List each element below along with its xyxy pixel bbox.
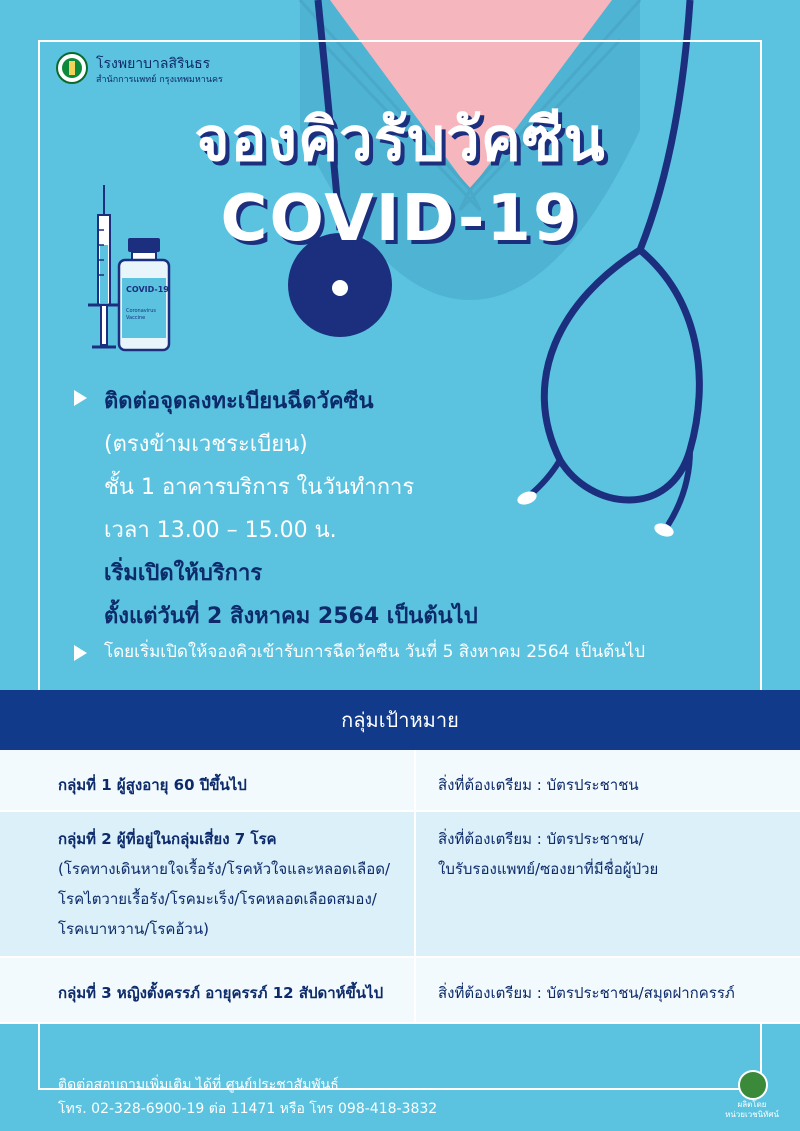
footer-contact: ติดต่อสอบถามเพิ่มเติม ได้ที่ ศูนย์ประชาสัมพันธ์ <box>58 1077 339 1093</box>
group-detail: (โรคทางเดินหายใจเรื้อรัง/โรคหัวใจและหลอดเลือด/ <box>58 860 391 878</box>
group-title: กลุ่มที่ 2 ผู้ที่อยู่ในกลุ่มเสี่ยง 7 โรค <box>58 830 277 848</box>
booking-note: โดยเริ่มเปิดให้จองคิวเข้ารับการฉีดวัคซีน วันที่ 5 สิงหาคม 2564 เป็นต้นไป <box>104 642 646 662</box>
table-row <box>0 958 800 1024</box>
prep-cell <box>438 824 758 884</box>
title-line-2: COVID-19 <box>220 182 580 256</box>
hospital-seal-icon <box>56 52 88 84</box>
registration-info <box>104 380 478 638</box>
vial-label: COVID-19 <box>126 285 169 294</box>
column-divider <box>414 812 416 956</box>
group-cell <box>58 978 398 1008</box>
hospital-name: โรงพยาบาลสิรินธร <box>96 56 211 72</box>
vial-sub1: Coronavirus <box>126 308 156 314</box>
vial-sub2: Vaccine <box>126 315 146 321</box>
bullet-icon <box>74 645 87 661</box>
group-cell <box>58 770 398 800</box>
target-groups-table <box>0 750 800 1024</box>
hospital-subtitle: สำนักการแพทย์ กรุงเทพมหานคร <box>96 75 223 85</box>
table-row <box>0 750 800 812</box>
maker-label: ผลิตโดย <box>737 1100 767 1109</box>
table-row <box>0 812 800 958</box>
column-divider <box>414 750 416 810</box>
column-divider <box>414 958 416 1022</box>
vaccine-vial <box>116 238 172 353</box>
prep-text: ใบรับรองแพทย์/ซองยาที่มีชื่อผู้ป่วย <box>438 860 659 878</box>
prep-cell <box>438 978 758 1008</box>
prep-text: สิ่งที่ต้องเตรียม : บัตรประชาชน/สมุดฝากครรภ์ <box>438 984 735 1002</box>
group-cell <box>58 824 398 944</box>
maker-logo-icon <box>738 1070 768 1100</box>
info-line-1: ติดต่อจุดลงทะเบียนฉีดวัคซีน <box>104 389 374 414</box>
vaccine-vial-icon <box>116 238 172 353</box>
maker-name: หน่วยเวชนิทัศน์ <box>725 1110 779 1119</box>
prep-text: สิ่งที่ต้องเตรียม : บัตรประชาชน <box>438 776 639 794</box>
target-groups-header: กลุ่มเป้าหมาย <box>0 690 800 750</box>
title-line-1: จองคิวรับวัคซีน <box>194 105 606 175</box>
group-detail: โรคเบาหวาน/โรคอ้วน) <box>58 920 209 938</box>
info-line-6: ตั้งแต่วันที่ 2 สิงหาคม 2564 เป็นต้นไป <box>104 604 478 629</box>
footer-phone: โทร. 02-328-6900-19 ต่อ 11471 หรือ โทร 098-418-3832 <box>58 1101 438 1117</box>
info-line-3: ชั้น 1 อาคารบริการ ในวันทำการ <box>104 475 415 500</box>
info-line-2: (ตรงข้ามเวชระเบียน) <box>104 432 308 457</box>
group-detail: โรคไตวายเรื้อรัง/โรคมะเร็ง/โรคหลอดเลือดสมอง/ <box>58 890 377 908</box>
prep-cell <box>438 770 758 800</box>
prep-text: สิ่งที่ต้องเตรียม : บัตรประชาชน/ <box>438 830 644 848</box>
info-line-4: เวลา 13.00 – 15.00 น. <box>104 518 337 543</box>
bullet-icon <box>74 390 87 406</box>
group-title: กลุ่มที่ 1 ผู้สูงอายุ 60 ปีขึ้นไป <box>58 776 247 794</box>
group-title: กลุ่มที่ 3 หญิงตั้งครรภ์ อายุครรภ์ 12 สัปดาห์ขึ้นไป <box>58 984 384 1002</box>
info-line-5: เริ่มเปิดให้บริการ <box>104 561 263 586</box>
